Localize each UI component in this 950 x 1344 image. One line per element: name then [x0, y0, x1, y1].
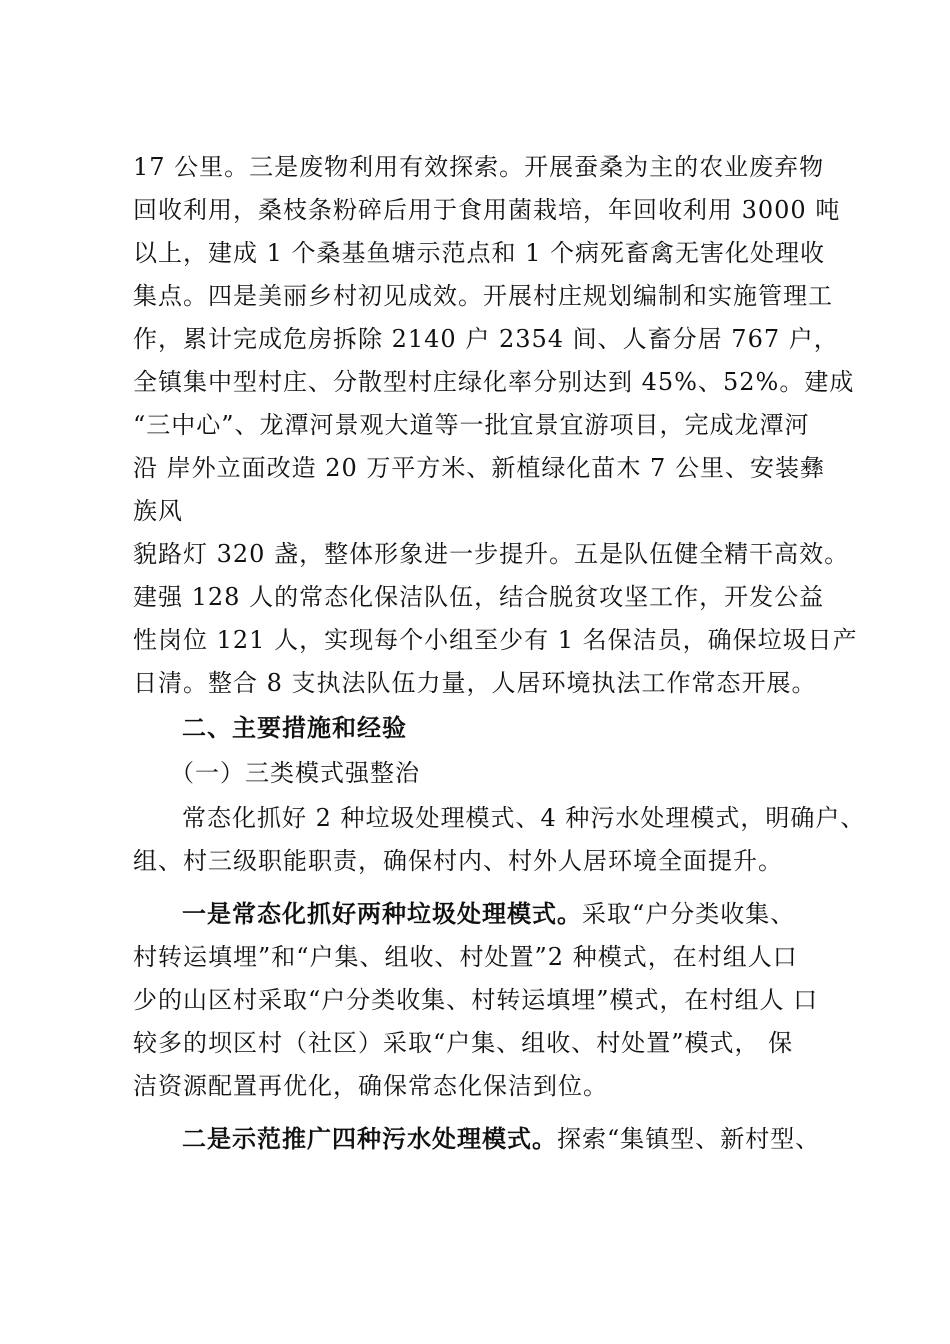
point-one-lead-text: 采取“户分类收集、	[582, 900, 796, 928]
paragraph-line: 洁资源配置再优化，确保常态化保洁到位。	[133, 1072, 608, 1100]
paragraph-line: 建强 128 人的常态化保洁队伍，结合脱贫攻坚工作，开发公益	[133, 583, 825, 611]
subsection-heading: （一）三类模式强整治	[170, 759, 420, 787]
paragraph-line: 组、村三级职能职责，确保村内、村外人居环境全面提升。	[133, 847, 783, 875]
point-two-lead-bold: 二是示范推广四种污水处理模式。	[182, 1125, 557, 1153]
paragraph-line: 沿 岸外立面改造 20 万平方米、新植绿化苗木 7 公里、安装彝	[133, 454, 825, 482]
paragraph-line: 貌路灯 320 盏，整体形象进一步提升。五是队伍健全精干高效。	[133, 540, 850, 568]
paragraph-line: 性岗位 121 人，实现每个小组至少有 1 名保洁员，确保垃圾日产	[133, 626, 858, 654]
point-two-first-line	[182, 1124, 820, 1154]
point-one-first-line	[182, 899, 795, 929]
paragraph-line: 全镇集中型村庄、分散型村庄绿化率分别达到 45%、52%。建成	[133, 368, 855, 396]
point-one-lead-bold: 一是常态化抓好两种垃圾处理模式。	[182, 900, 582, 928]
paragraph-line: 作，累计完成危房拆除 2140 户 2354 间、人畜分居 767 户，	[133, 325, 839, 353]
paragraph-line: 较多的坝区村（社区）采取“户集、组收、村处置”模式， 保	[133, 1029, 794, 1057]
paragraph-line: 族风	[133, 497, 183, 525]
paragraph-line: 以上，建成 1 个桑基鱼塘示范点和 1 个病死畜禽无害化处理收	[133, 239, 826, 267]
point-two-lead-text: 探索“集镇型、新村型、	[557, 1125, 821, 1153]
paragraph-line: 17 公里。三是废物利用有效探索。开展蚕桑为主的农业废弃物	[133, 153, 825, 181]
paragraph-line: 日清。整合 8 支执法队伍力量，人居环境执法工作常态开展。	[133, 669, 817, 697]
paragraph-line: 常态化抓好 2 种垃圾处理模式、4 种污水处理模式，明确户、	[182, 804, 866, 832]
paragraph-line: 集点。四是美丽乡村初见成效。开展村庄规划编制和实施管理工	[133, 282, 833, 310]
section-heading: 二、主要措施和经验	[182, 714, 407, 742]
paragraph-line: 村转运填埋”和“户集、组收、村处置”2 种模式，在村组人口	[133, 943, 798, 971]
paragraph-line: “三中心”、龙潭河景观大道等一批宜景宜游项目，完成龙潭河	[133, 411, 810, 439]
paragraph-line: 少的山区村采取“户分类收集、村转运填埋”模式，在村组人 口	[133, 986, 819, 1014]
paragraph-line: 回收利用，桑枝条粉碎后用于食用菌栽培，年回收利用 3000 吨	[133, 196, 841, 224]
